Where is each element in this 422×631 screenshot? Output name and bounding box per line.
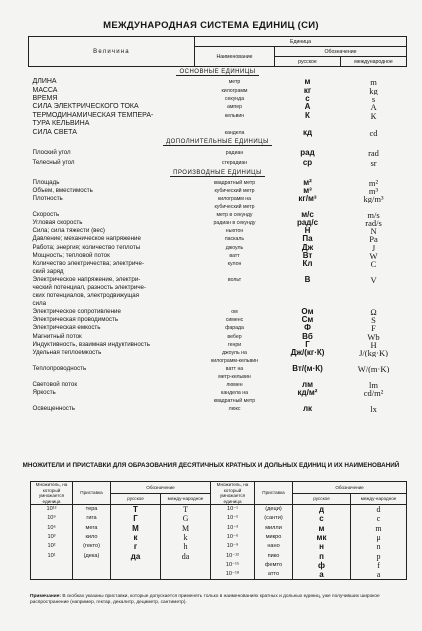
quantity-cell: Мощность; тепловой поток	[32, 251, 110, 259]
unit-row	[29, 112, 407, 120]
russian-symbol-cell: м/с	[301, 211, 314, 220]
prefix-header-prefix: Приставка	[73, 482, 111, 505]
factor-cell: 10⁻³	[211, 524, 255, 533]
quantity-cell: Освещенность	[32, 405, 75, 413]
prefix-cell: фемто	[255, 561, 293, 570]
russian-symbol-cell: м	[304, 78, 311, 87]
unit-name-cell: кандела	[224, 129, 245, 136]
russian-symbol-cell: м²	[303, 178, 312, 187]
unit-name-cell: килограмм-кельвин	[211, 357, 258, 364]
unit-name-cell: люкс	[228, 406, 241, 413]
international-symbol-cell: da	[161, 551, 211, 560]
russian-symbol-cell: кг/м³	[298, 194, 317, 203]
russian-symbol-cell: кг	[303, 86, 312, 95]
unit-row	[29, 219, 407, 227]
international-symbol-cell: lm	[369, 381, 378, 390]
quantity-cell: ский заряд	[32, 267, 64, 275]
prefix-cell: атто	[255, 570, 293, 580]
prefix-cell: (деци)	[255, 505, 293, 515]
factor-cell: 10³	[31, 533, 73, 542]
unit-name-cell: кубический метр	[214, 204, 255, 211]
unit-row	[29, 349, 407, 357]
international-symbol-cell: k	[161, 533, 211, 542]
international-symbol-cell	[341, 120, 407, 128]
russian-symbol-cell	[275, 397, 341, 405]
unit-row	[29, 158, 407, 168]
russian-symbol-cell: Н	[304, 227, 311, 236]
quantity-cell: Угловая скорость	[32, 219, 83, 227]
section-heading-row	[29, 137, 407, 148]
unit-row	[29, 195, 407, 203]
quantity-cell: Площадь	[32, 178, 60, 186]
international-symbol-cell: lx	[370, 405, 377, 414]
international-symbol-cell: N	[370, 227, 377, 236]
prefix-header-prefix: Приставка	[255, 482, 293, 505]
unit-name-cell: ньютон	[225, 228, 244, 235]
international-symbol-cell: p	[351, 551, 407, 560]
russian-symbol-cell: кд	[302, 128, 313, 137]
quantity-cell: Электрическое сопротивление	[32, 308, 121, 316]
prefix-cell: микро	[255, 533, 293, 542]
russian-symbol-cell: Вб	[302, 332, 313, 341]
quantity-cell: сила	[32, 300, 47, 308]
prefix-header-russian: русское	[111, 493, 161, 505]
prefix-title: МНОЖИТЕЛИ И ПРИСТАВКИ ДЛЯ ОБРАЗОВАНИЯ ДЕСЯТИЧНЫХ КРАТНЫХ И ДОЛЬНЫХ ЕДИНИЦ И ИХ НАИМЕНОВАНИЙ	[22, 462, 400, 469]
header-units: Единица	[195, 37, 407, 47]
russian-symbol-cell	[275, 203, 341, 211]
russian-symbol-cell: м³	[303, 186, 312, 195]
unit-row	[29, 128, 407, 136]
unit-name-cell: вольт	[227, 276, 242, 283]
unit-row	[29, 381, 407, 389]
russian-symbol-cell	[275, 357, 341, 365]
quantity-cell: Удельная теплоемкость	[32, 348, 102, 356]
international-symbol-cell: S	[371, 316, 376, 325]
prefix-header-international: между-народное	[351, 493, 407, 505]
russian-symbol-cell: ср	[302, 157, 313, 167]
header-designation: Обозначение	[275, 47, 407, 57]
russian-symbol-cell: К	[305, 111, 310, 120]
prefix-table	[30, 481, 407, 580]
header-russian: русское	[275, 57, 341, 67]
international-symbol-cell: H	[370, 340, 377, 349]
factor-cell: 10⁻¹	[211, 505, 255, 515]
factor-cell	[31, 561, 73, 570]
russian-symbol-cell: Вт	[302, 251, 313, 260]
footnote-label: Примечание:	[30, 594, 61, 599]
unit-row	[29, 179, 407, 187]
unit-row	[29, 389, 407, 397]
unit-row	[29, 211, 407, 219]
international-symbol-cell	[341, 300, 407, 308]
international-symbol-cell: c	[351, 514, 407, 523]
quantity-cell: Плотность	[32, 194, 63, 202]
quantity-cell: СИЛА ЭЛЕКТРИЧЕСКОГО ТОКА	[32, 103, 139, 111]
international-symbol-cell: d	[351, 505, 407, 515]
international-symbol-cell	[341, 357, 407, 365]
unit-name-cell: кельвин	[224, 112, 245, 119]
russian-symbol-cell: лм	[302, 381, 313, 390]
quantity-cell: Электрическая емкость	[32, 324, 101, 332]
unit-row	[29, 308, 407, 316]
russian-symbol-cell	[111, 570, 161, 580]
international-symbol-cell: J	[371, 243, 376, 252]
unit-row	[29, 260, 407, 268]
factor-cell: 10⁻¹⁵	[211, 561, 255, 570]
quantity-cell: Индуктивность, взаимная индуктивность	[32, 340, 150, 348]
unit-row	[29, 292, 407, 300]
header-quantity: Величина	[29, 37, 195, 67]
page-title: МЕЖДУНАРОДНАЯ СИСТЕМА ЕДИНИЦ (СИ)	[103, 20, 319, 31]
prefix-row	[31, 533, 407, 542]
prefix-cell: милли	[255, 524, 293, 533]
quantity-cell: Световой поток	[32, 381, 78, 389]
quantity-cell: ТУРА КЕЛЬВИНА	[32, 120, 90, 128]
international-symbol-cell	[341, 292, 407, 300]
quantity-cell: Электрическая проводимость	[32, 316, 119, 324]
unit-row	[29, 120, 407, 128]
prefix-row	[31, 514, 407, 523]
russian-symbol-cell	[275, 120, 341, 128]
russian-symbol-cell: рад/с	[296, 219, 319, 228]
section-heading: ОСНОВНЫЕ ЕДИНИЦЫ	[176, 69, 258, 76]
unit-name-cell: ватт на	[225, 365, 244, 372]
quantity-cell: ДЛИНА	[32, 78, 57, 86]
russian-symbol-cell: а	[293, 570, 351, 580]
russian-symbol-cell: М	[111, 524, 161, 533]
unit-name-cell: квадратный метр	[213, 179, 256, 186]
international-symbol-cell: rad	[368, 147, 379, 158]
international-symbol-cell: W	[369, 251, 378, 260]
russian-symbol-cell: кд/м²	[297, 389, 318, 398]
international-symbol-cell: W/(m·K)	[357, 364, 390, 373]
russian-symbol-cell: с	[305, 94, 310, 103]
quantity-cell	[29, 397, 195, 405]
international-symbol-cell: J/(kg·K)	[359, 348, 388, 357]
international-symbol-cell: h	[161, 542, 211, 551]
unit-name-cell	[195, 292, 275, 300]
prefix-cell: (гекто)	[73, 542, 111, 551]
factor-cell: 10⁶	[31, 524, 73, 533]
section-heading: ПРОИЗВОДНЫЕ ЕДИНИЦЫ	[170, 170, 265, 177]
unit-row	[29, 365, 407, 373]
unit-name-cell: метр-кельвин	[218, 374, 251, 381]
unit-row	[29, 284, 407, 292]
international-symbol-cell: V	[370, 275, 377, 284]
international-symbol-cell: G	[161, 514, 211, 523]
unit-row	[29, 86, 407, 94]
prefix-row	[31, 551, 407, 560]
footnote	[30, 594, 406, 606]
prefix-cell	[73, 561, 111, 570]
unit-row	[29, 276, 407, 284]
unit-name-cell: метр	[228, 79, 241, 86]
unit-name-cell: килограмм	[221, 87, 248, 94]
international-symbol-cell: m	[370, 78, 377, 87]
prefix-header-designation: Обозначение	[293, 482, 407, 494]
russian-symbol-cell: к	[111, 533, 161, 542]
russian-symbol-cell	[275, 268, 341, 276]
unit-name-cell: килограмм на	[217, 195, 252, 202]
quantity-cell	[29, 357, 195, 365]
international-symbol-cell: T	[161, 505, 211, 515]
factor-cell: 10¹²	[31, 505, 73, 515]
russian-symbol-cell: Дж	[301, 243, 314, 252]
quantity-cell: СИЛА СВЕТА	[32, 128, 77, 136]
international-symbol-cell: cd/m²	[363, 389, 384, 398]
international-symbol-cell	[341, 373, 407, 381]
quantity-cell: Работа; энергия; количество теплоты	[32, 243, 141, 251]
unit-row	[29, 333, 407, 341]
unit-name-cell: метр в секунду	[216, 212, 253, 219]
prefix-row	[31, 524, 407, 533]
unit-row	[29, 268, 407, 276]
russian-symbol-cell: Па	[302, 235, 313, 244]
factor-cell: 10⁻²	[211, 514, 255, 523]
russian-symbol-cell: В	[304, 275, 311, 284]
international-symbol-cell: Wb	[367, 332, 380, 341]
international-symbol-cell: sr	[370, 157, 377, 168]
russian-symbol-cell: н	[293, 542, 351, 551]
unit-row	[29, 78, 407, 86]
russian-symbol-cell: Г	[111, 514, 161, 523]
international-symbol-cell: Ω	[370, 308, 377, 317]
international-symbol-cell	[341, 397, 407, 405]
international-symbol-cell: Pa	[369, 235, 378, 244]
quantity-cell: Яркость	[32, 389, 56, 397]
russian-symbol-cell: рад	[300, 147, 315, 157]
russian-symbol-cell: ф	[293, 561, 351, 570]
unit-name-cell: вебер	[227, 333, 242, 340]
quantity-cell: ТЕРМОДИНАМИЧЕСКАЯ ТЕМПЕРА-	[32, 111, 154, 119]
prefix-cell: (санти)	[255, 514, 293, 523]
quantity-cell: ВРЕМЯ	[32, 94, 58, 102]
quantity-cell: Скорость	[32, 211, 60, 219]
unit-name-cell: ватт	[229, 252, 240, 259]
prefix-cell	[73, 570, 111, 580]
unit-row	[29, 341, 407, 349]
quantity-cell: ческий потенциал, разность электриче-	[32, 284, 147, 291]
russian-symbol-cell: Дж/(кг·К)	[290, 348, 325, 357]
international-symbol-cell: m	[351, 524, 407, 533]
unit-name-cell: ом	[231, 309, 238, 316]
quantity-cell	[29, 373, 195, 381]
russian-symbol-cell: Г	[305, 340, 310, 349]
russian-symbol-cell: Т	[111, 505, 161, 515]
international-symbol-cell: C	[370, 259, 377, 268]
unit-row	[29, 187, 407, 195]
factor-cell: 10⁻¹²	[211, 551, 255, 560]
section-heading-row	[29, 168, 407, 179]
quantity-cell: Объем, вместимость	[32, 186, 93, 194]
factor-cell	[31, 570, 73, 580]
section-heading: ДОПОЛНИТЕЛЬНЫЕ ЕДИНИЦЫ	[163, 139, 272, 146]
prefix-cell: нано	[255, 542, 293, 551]
prefix-row	[31, 570, 407, 580]
russian-symbol-cell: с	[293, 514, 351, 523]
footnote-text: В скобках указаны приставки, которые допускается применять только в наименованиях кратных и дольных единиц, уже получивших широкое распространение (например, гектар, декалитр, дециметр, сантиметр).	[30, 594, 380, 605]
international-symbol-cell: kg/m³	[363, 194, 384, 204]
russian-symbol-cell: лк	[302, 405, 313, 414]
prefix-cell: (дека)	[73, 551, 111, 560]
unit-name-cell: люмен	[226, 382, 243, 389]
international-symbol-cell: F	[371, 324, 376, 333]
unit-name-cell: паскаль	[224, 236, 245, 243]
unit-row	[29, 373, 407, 381]
russian-symbol-cell	[275, 284, 341, 292]
unit-name-cell	[195, 284, 275, 292]
section-heading-row	[29, 67, 407, 79]
factor-cell: 10²	[31, 542, 73, 551]
quantity-cell: Магнитный поток	[32, 332, 82, 340]
unit-name-cell: джоуль	[225, 244, 244, 251]
quantity-cell: Плоский угол	[32, 148, 71, 156]
russian-symbol-cell: да	[111, 551, 161, 560]
unit-row	[29, 357, 407, 365]
russian-symbol-cell: Кл	[302, 259, 313, 268]
international-symbol-cell	[341, 284, 407, 292]
international-symbol-cell: M	[161, 524, 211, 533]
factor-cell: 10⁻⁶	[211, 533, 255, 542]
unit-name-cell: кулон	[227, 260, 242, 267]
unit-name-cell: ампер	[226, 104, 243, 111]
international-symbol-cell	[161, 570, 211, 580]
unit-row	[29, 300, 407, 308]
unit-name-cell	[195, 300, 275, 308]
quantity-cell: ских потенциалов, электродвижущая	[32, 292, 140, 300]
prefix-header-international: между-народное	[161, 493, 211, 505]
unit-name-cell: джоуль на	[222, 349, 247, 356]
unit-row	[29, 316, 407, 324]
international-symbol-cell: f	[351, 561, 407, 570]
header-name: Наименование	[195, 47, 275, 67]
prefix-header-russian: русское	[293, 493, 351, 505]
unit-name-cell: кандела на	[221, 390, 248, 397]
unit-row	[29, 95, 407, 103]
international-symbol-cell: μ	[351, 533, 407, 542]
international-symbol-cell: m³	[368, 186, 379, 195]
unit-name-cell: радиан в секунду	[213, 220, 256, 227]
russian-symbol-cell	[275, 300, 341, 308]
unit-name-cell: сименс	[225, 317, 244, 324]
unit-name-cell	[195, 120, 275, 128]
international-symbol-cell: n	[351, 542, 407, 551]
international-symbol-cell: rad/s	[365, 219, 382, 228]
russian-symbol-cell: п	[293, 551, 351, 560]
quantity-cell: Телесный угол	[32, 158, 75, 166]
quantity-cell: Сила; сила тяжести (вес)	[32, 227, 105, 235]
unit-row	[29, 324, 407, 332]
prefix-cell: мега	[73, 524, 111, 533]
international-symbol-cell	[161, 561, 211, 570]
prefix-header-designation: Обозначение	[111, 482, 211, 494]
unit-row	[29, 252, 407, 260]
quantity-cell: Давление; механическое напряжение	[32, 235, 141, 243]
quantity-cell: Электрическое напряжение, электри-	[32, 275, 141, 283]
unit-row	[29, 405, 407, 413]
unit-name-cell: радиан	[225, 149, 244, 156]
quantity-cell	[29, 203, 195, 211]
unit-name-cell: кубический метр	[214, 187, 255, 194]
unit-row	[29, 397, 407, 405]
units-table	[28, 36, 407, 413]
unit-name-cell: фарада	[225, 325, 244, 332]
factor-cell: 10⁻¹⁸	[211, 570, 255, 580]
international-symbol-cell: m²	[368, 178, 379, 187]
unit-name-cell: квадратный метр	[213, 398, 256, 405]
unit-row	[29, 235, 407, 243]
factor-cell: 10¹	[31, 551, 73, 560]
international-symbol-cell: kg	[369, 86, 378, 95]
unit-name-cell: стерадиан	[221, 159, 248, 166]
international-symbol-cell: cd	[369, 128, 378, 137]
russian-symbol-cell: А	[304, 103, 311, 112]
unit-row	[29, 103, 407, 111]
unit-row	[29, 148, 407, 158]
unit-name-cell: генри	[227, 341, 242, 348]
prefix-cell: тера	[73, 505, 111, 515]
quantity-cell: Количество электричества; электриче-	[32, 259, 145, 267]
prefix-row	[31, 561, 407, 570]
prefix-cell: пико	[255, 551, 293, 560]
international-symbol-cell	[341, 203, 407, 211]
russian-symbol-cell	[275, 373, 341, 381]
header-international: международное	[341, 57, 407, 67]
international-symbol-cell: m/s	[367, 211, 380, 220]
international-symbol-cell: A	[370, 103, 377, 112]
unit-name-cell	[195, 268, 275, 276]
unit-row	[29, 203, 407, 211]
russian-symbol-cell: Вт/(м·К)	[292, 364, 323, 373]
prefix-header-factor: Множитель, на который умножается единица	[31, 482, 73, 505]
prefix-row	[31, 542, 407, 551]
international-symbol-cell: a	[351, 570, 407, 580]
international-symbol-cell: К	[370, 111, 377, 120]
unit-row	[29, 227, 407, 235]
russian-symbol-cell: См	[301, 316, 314, 325]
international-symbol-cell: s	[371, 94, 376, 104]
russian-symbol-cell	[275, 292, 341, 300]
international-symbol-cell	[341, 268, 407, 276]
quantity-cell: Теплопроводность	[32, 364, 87, 372]
quantity-cell: МАССА	[32, 86, 58, 94]
unit-name-cell: секунда	[224, 95, 245, 102]
factor-cell: 10⁻⁹	[211, 542, 255, 551]
russian-symbol-cell	[111, 561, 161, 570]
prefix-row	[31, 505, 407, 515]
russian-symbol-cell: Ом	[301, 308, 314, 317]
prefix-header-factor: Множитель, на который умножается единица	[211, 482, 255, 505]
unit-row	[29, 243, 407, 251]
russian-symbol-cell: г	[111, 542, 161, 551]
russian-symbol-cell: д	[293, 505, 351, 515]
factor-cell: 10⁹	[31, 514, 73, 523]
prefix-cell: кило	[73, 533, 111, 542]
russian-symbol-cell: Ф	[304, 324, 311, 333]
russian-symbol-cell: м	[293, 524, 351, 533]
prefix-cell: гига	[73, 514, 111, 523]
russian-symbol-cell: мк	[293, 533, 351, 542]
